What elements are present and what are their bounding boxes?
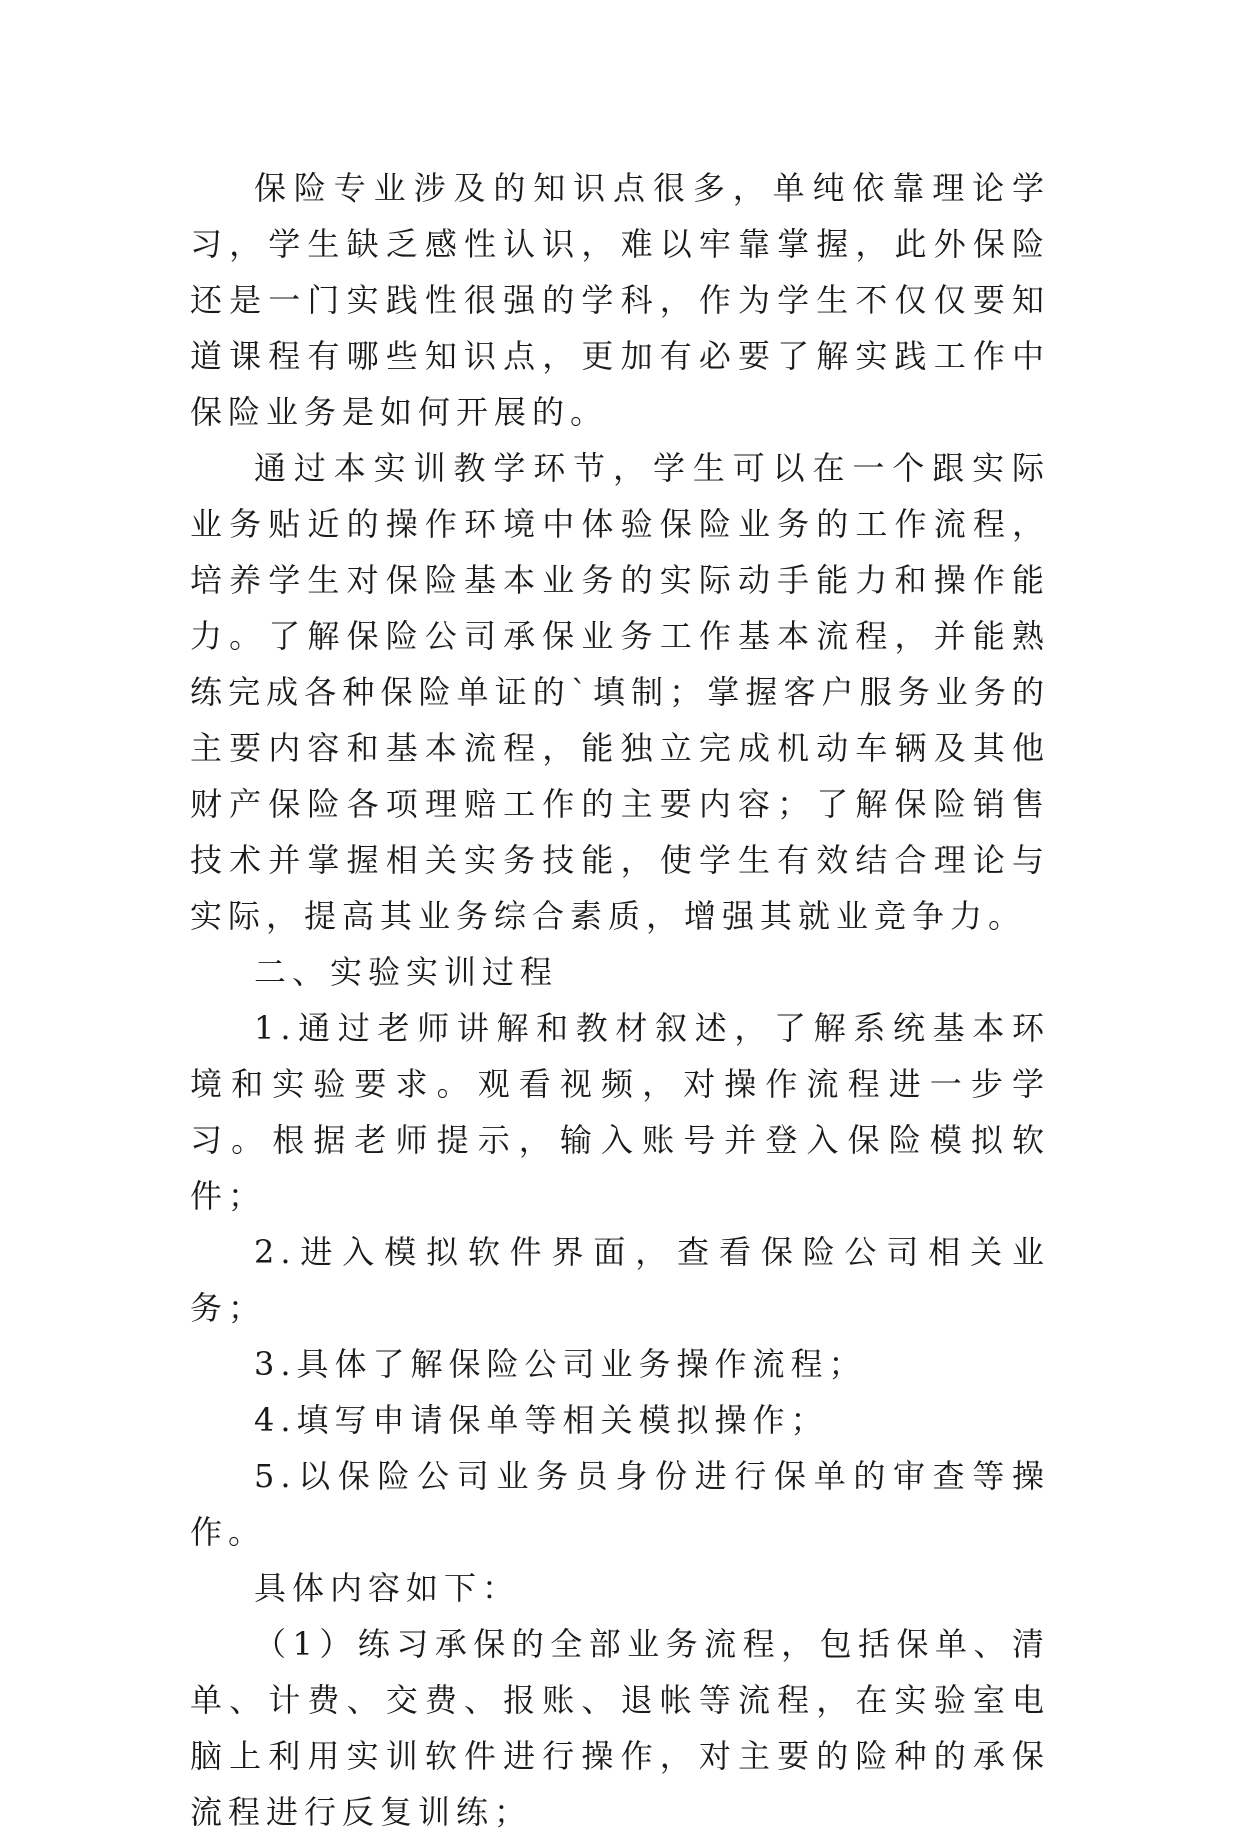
paragraph-intro: 保险专业涉及的知识点很多，单纯依靠理论学习，学生缺乏感性认识，难以牢靠掌握，此外保险还是一门实践性很强的学科，作为学生不仅仅要知道课程有哪些知识点，更加有必要了解实践工作中保险业务是如何开展的。 (190, 169, 1050, 431)
step-4: 4.填写申请保单等相关模拟操作； (254, 1401, 829, 1439)
step-3: 3.具体了解保险公司业务操作流程； (254, 1345, 867, 1383)
detail-item-1: （1）练习承保的全部业务流程，包括保单、清单、计费、交费、报账、退帐等流程，在实验室电脑上利用实训软件进行操作，对主要的险种的承保流程进行反复训练； (190, 1625, 1050, 1831)
step-2: 2.进入模拟软件界面，查看保险公司相关业务； (190, 1233, 1050, 1327)
step-1: 1.通过老师讲解和教材叙述，了解系统基本环境和实验要求。观看视频，对操作流程进一步学习。根据老师提示，输入账号并登入保险模拟软件； (190, 1009, 1050, 1215)
section-heading-process: 二、实验实训过程 (254, 953, 559, 991)
step-5: 5.以保险公司业务员身份进行保单的审查等操作。 (190, 1457, 1050, 1551)
details-intro: 具体内容如下： (254, 1569, 521, 1607)
document-body (190, 160, 1050, 1840)
paragraph-training-goals: 通过本实训教学环节，学生可以在一个跟实际业务贴近的操作环境中体验保险业务的工作流程，培养学生对保险基本业务的实际动手能力和操作能力。了解保险公司承保业务工作基本流程，并能熟练完成各种保险单证的`填制；掌握客户服务业务的主要内容和基本流程，能独立完成机动车辆及其他财产保险各项理赔工作的主要内容；了解保险销售技术并掌握相关实务技能，使学生有效结合理论与实际，提高其业务综合素质，增强其就业竞争力。 (190, 449, 1050, 935)
